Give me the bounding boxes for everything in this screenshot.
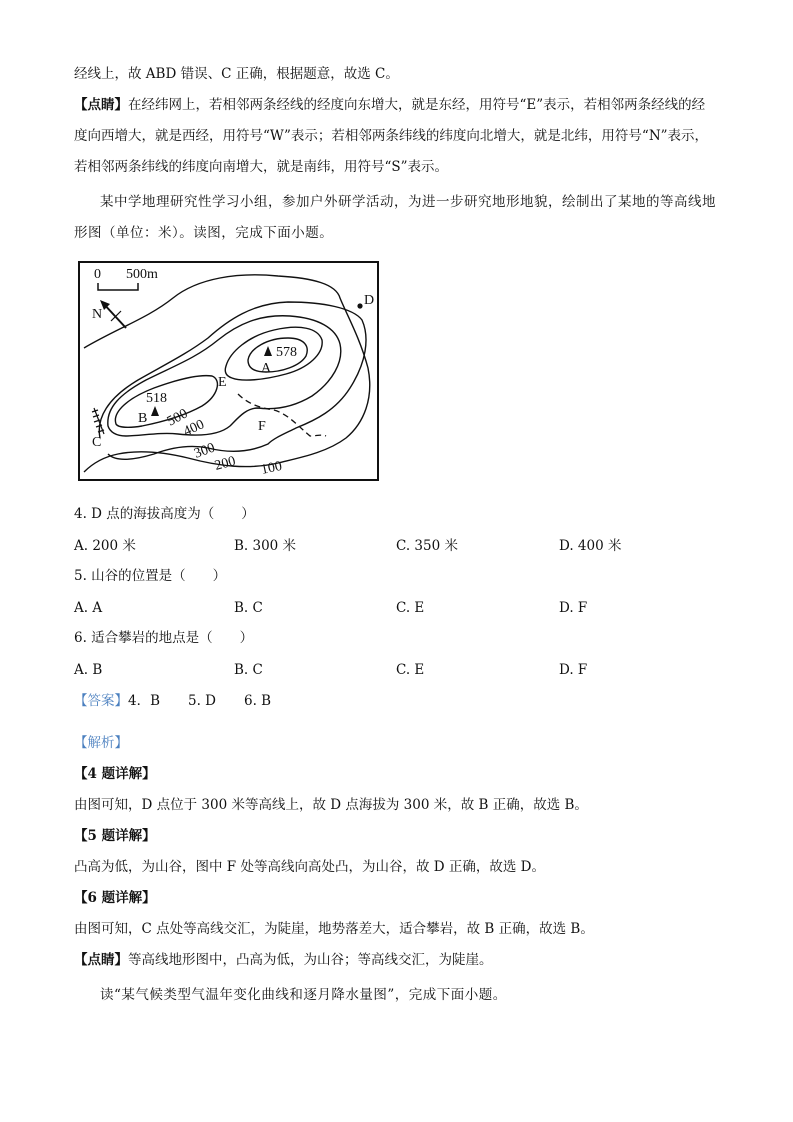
q5-option-a: A. A bbox=[74, 600, 103, 616]
answer-label: 【答案】 bbox=[74, 693, 128, 709]
question-5-stem: 5. 山谷的位置是（ ） bbox=[74, 568, 227, 584]
note-line-3: 若相邻两条纬线的纬度向南增大，就是南纬，用符号“S”表示。 bbox=[74, 159, 449, 175]
note-line-2: 度向西增大，就是西经，用符号“W”表示；若相邻两条纬线的纬度向北增大，就是北纬，用符号“N”表示， bbox=[74, 128, 709, 144]
point-d-label: D bbox=[364, 293, 375, 308]
contour-label-400: 400 bbox=[181, 417, 207, 440]
next-passage-line: 读“某气候类型气温年变化曲线和逐月降水量图”，完成下面小题。 bbox=[100, 987, 507, 1003]
north-label: N bbox=[92, 307, 103, 322]
passage-line-1: 某中学地理研究性学习小组，参加户外研学活动，为进一步研究地形地貌，绘制出了某地的等高线地 bbox=[100, 194, 716, 210]
answer-4: 4．B bbox=[128, 693, 161, 709]
scale-label: 500m bbox=[126, 267, 158, 282]
analysis-label: 【解析】 bbox=[74, 735, 128, 751]
q6-option-d: D. F bbox=[559, 662, 588, 678]
contour-map bbox=[78, 258, 382, 484]
q5-detail-text: 凸高为低，为山谷，图中 F 处等高线向高处凸，为山谷，故 D 正确，故选 D。 bbox=[74, 859, 545, 875]
passage-line-2: 形图（单位：米）。读图，完成下面小题。 bbox=[74, 225, 334, 241]
point-d-dot bbox=[357, 303, 362, 308]
note-line-1 bbox=[74, 95, 705, 115]
q4-option-c: C. 350 米 bbox=[396, 538, 458, 554]
contour-label-100: 100 bbox=[259, 458, 284, 478]
q6-detail-text: 由图可知，C 点处等高线交汇，为陡崖，地势落差大，适合攀岩，故 B 正确，故选 B。 bbox=[74, 921, 594, 937]
map-frame bbox=[79, 262, 378, 480]
peak-b-value: 518 bbox=[146, 391, 167, 406]
q6-detail-title: 【6 题详解】 bbox=[74, 890, 156, 906]
q5-option-c: C. E bbox=[396, 600, 425, 616]
intro-line-1: 经线上，故 ABD 错误、C 正确，根据题意，故选 C。 bbox=[74, 66, 399, 82]
q5-detail-title: 【5 题详解】 bbox=[74, 828, 156, 844]
answer-5: 5. D bbox=[188, 693, 217, 709]
answer-line bbox=[74, 691, 271, 711]
q6-option-c: C. E bbox=[396, 662, 425, 678]
q5-option-b: B. C bbox=[234, 600, 263, 616]
scale-zero: 0 bbox=[94, 267, 101, 282]
point-f-label: F bbox=[258, 419, 266, 434]
q4-detail-title: 【4 题详解】 bbox=[74, 766, 156, 782]
contour-label-300: 300 bbox=[192, 440, 218, 462]
q6-option-a: A. B bbox=[74, 662, 103, 678]
point-c-label: C bbox=[92, 435, 102, 450]
note-label: 【点睛】 bbox=[74, 97, 128, 113]
q4-option-b: B. 300 米 bbox=[234, 538, 297, 554]
answer-6: 6. B bbox=[244, 693, 272, 709]
contour-label-500: 500 bbox=[164, 406, 191, 430]
analysis-note-text: 等高线地形图中，凸高为低，为山谷；等高线交汇，为陡崖。 bbox=[128, 952, 493, 968]
peak-a-label: A bbox=[261, 361, 272, 376]
question-4-stem: 4. D 点的海拔高度为（ ） bbox=[74, 506, 255, 522]
analysis-note-label: 【点睛】 bbox=[74, 952, 128, 968]
peak-a-value: 578 bbox=[276, 345, 297, 360]
point-e-label: E bbox=[218, 375, 227, 390]
q4-detail-text: 由图可知，D 点位于 300 米等高线上，故 D 点海拔为 300 米，故 B 正确，故选 B。 bbox=[74, 797, 588, 813]
note-text-1: 在经纬网上，若相邻两条经线的经度向东增大，就是东经，用符号“E”表示，若相邻两条经线的经 bbox=[128, 97, 706, 113]
analysis-note bbox=[74, 950, 493, 970]
question-6-stem: 6. 适合攀岩的地点是（ ） bbox=[74, 630, 254, 646]
contour-label-200: 200 bbox=[213, 453, 238, 474]
q4-option-d: D. 400 米 bbox=[559, 538, 622, 554]
q5-option-d: D. F bbox=[559, 600, 588, 616]
q4-option-a: A. 200 米 bbox=[74, 538, 136, 554]
peak-b-label: B bbox=[138, 411, 148, 426]
q6-option-b: B. C bbox=[234, 662, 263, 678]
